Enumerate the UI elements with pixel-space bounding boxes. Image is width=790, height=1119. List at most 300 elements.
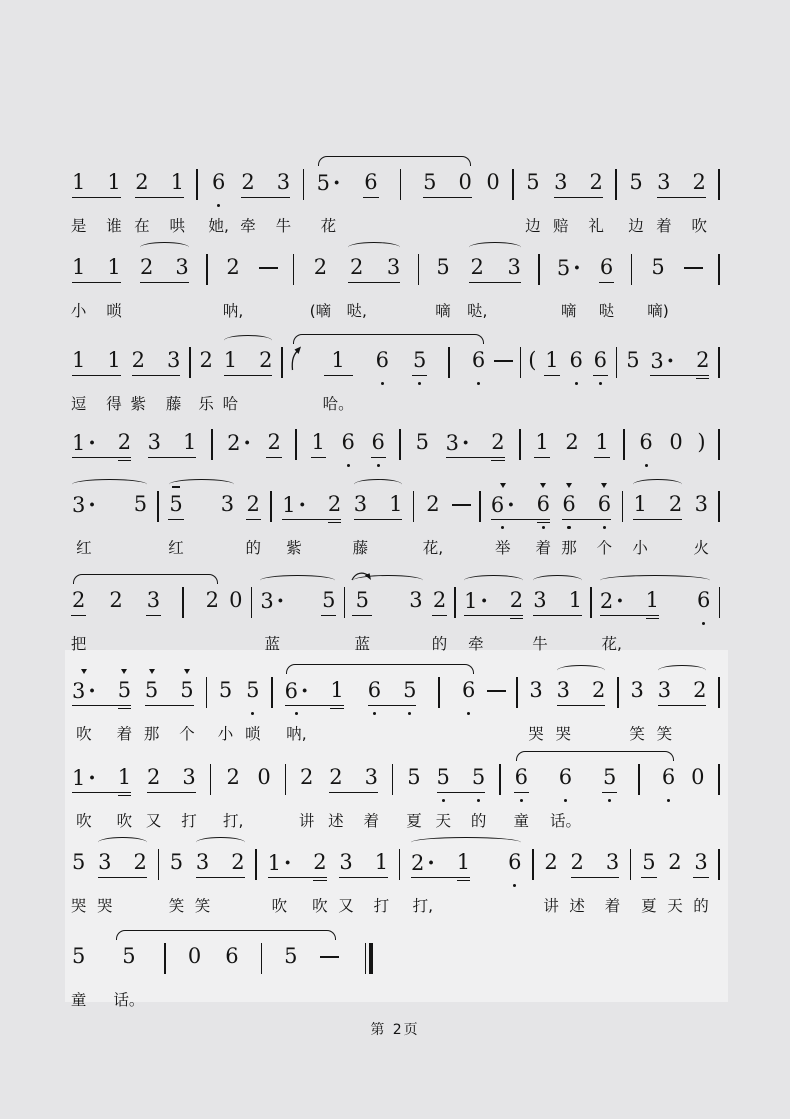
note xyxy=(601,749,618,807)
sixteenth-underline xyxy=(118,708,131,709)
note-digit: 1 xyxy=(117,765,132,789)
final-barline xyxy=(365,943,373,974)
note-digit: 2 xyxy=(589,170,603,194)
underline-area xyxy=(351,614,373,621)
octave-area xyxy=(245,525,262,534)
lyric-syllable: 藤 xyxy=(352,539,369,557)
octave-area xyxy=(387,525,404,534)
lyric-syllable: 牛 xyxy=(532,635,548,653)
octave-area xyxy=(604,883,621,892)
note-digit: 1 · xyxy=(267,850,292,875)
note-annotations xyxy=(566,476,572,492)
eighth-underline xyxy=(693,877,708,878)
note xyxy=(560,476,577,558)
eighth-underline xyxy=(599,282,614,283)
note xyxy=(363,749,380,831)
beam-line xyxy=(658,705,707,706)
octave-area xyxy=(695,621,712,630)
note-digit: 0 xyxy=(257,765,271,789)
note-digit: 3 xyxy=(220,492,235,516)
note-digit: 2 xyxy=(693,678,707,702)
note-digit: 6 xyxy=(367,678,382,702)
octave-area xyxy=(647,288,669,297)
octave-area xyxy=(660,798,677,807)
note-digit: 5 xyxy=(218,678,233,702)
octave-area xyxy=(181,463,198,472)
octave-area xyxy=(225,463,253,472)
lyric-syllable: 讲 xyxy=(543,897,559,915)
music-system-4 xyxy=(70,414,720,472)
lyric-syllable: 边 xyxy=(525,217,541,235)
lyric-syllable: 藤 xyxy=(165,395,182,413)
octave-area xyxy=(340,463,357,472)
octave-area xyxy=(693,525,710,534)
lyric-syllable: 花 xyxy=(320,217,337,235)
barline xyxy=(622,491,624,522)
note-group xyxy=(462,572,525,654)
beam-line xyxy=(571,877,620,878)
accent-mark xyxy=(566,483,572,488)
low-octave-dot xyxy=(295,712,298,715)
augmentation-dot: · xyxy=(616,588,624,613)
low-octave-dot xyxy=(477,799,480,802)
accent-mark xyxy=(149,669,155,674)
note-digit: 5 · xyxy=(556,255,581,280)
note-digit: 6 xyxy=(639,430,653,454)
sixteenth-underline xyxy=(457,880,470,881)
note-group xyxy=(435,749,488,831)
lyric-syllable: 哭 xyxy=(528,725,544,743)
note-digit: 1 xyxy=(568,588,583,612)
note-digit: 2 xyxy=(692,170,706,194)
note-digit: 3 xyxy=(182,765,196,789)
lyric-syllable: 笑 xyxy=(168,897,185,915)
octave-area xyxy=(132,525,149,534)
octave-area xyxy=(667,463,684,472)
note xyxy=(70,476,98,558)
low-octave-dot xyxy=(513,884,516,887)
note-digit: 2 xyxy=(267,430,281,454)
beam-line xyxy=(469,282,521,283)
note-digit: 3 xyxy=(556,678,570,702)
barline xyxy=(206,677,208,708)
note xyxy=(105,154,122,236)
accent-mark xyxy=(601,483,607,488)
octave-area xyxy=(627,203,644,212)
eighth-underline xyxy=(266,457,281,458)
beam-line xyxy=(411,877,470,878)
note-digit: 2 xyxy=(668,850,682,874)
octave-area xyxy=(327,798,344,807)
note xyxy=(217,662,234,744)
note-group xyxy=(146,414,199,472)
note-digit: 0 xyxy=(669,430,683,454)
note xyxy=(70,662,98,744)
note-digit: 6 xyxy=(375,348,389,372)
octave-area xyxy=(533,463,550,472)
octave-area xyxy=(223,288,243,297)
underline-area xyxy=(637,456,654,463)
octave-area xyxy=(601,798,618,807)
note xyxy=(266,834,294,916)
note-group xyxy=(194,834,247,916)
note xyxy=(489,476,517,558)
note-digit: 2 xyxy=(231,850,245,874)
note xyxy=(542,834,559,916)
page-number: 第 2页 xyxy=(370,1022,420,1038)
augmentation-dot: · xyxy=(88,430,96,455)
octave-area xyxy=(405,798,422,807)
slide-up-icon xyxy=(290,345,303,376)
note-digit: 3 xyxy=(147,430,162,454)
note-annotations xyxy=(601,476,607,492)
beam-line xyxy=(145,705,194,706)
note-group xyxy=(352,476,405,558)
eighth-underline xyxy=(514,792,529,793)
note-digit: 2 xyxy=(72,588,86,612)
underline-area xyxy=(592,374,609,381)
note-group xyxy=(133,154,186,236)
augmentation-dot: · xyxy=(88,765,96,790)
note-group xyxy=(130,332,183,414)
sixteenth-underline xyxy=(330,708,343,709)
note xyxy=(689,749,706,807)
note-digit: 1 xyxy=(535,430,549,454)
note-digit: 0 xyxy=(229,588,243,612)
underline-area xyxy=(113,970,144,977)
beam-line xyxy=(268,877,327,878)
lyric-syllable: 那 xyxy=(561,539,577,557)
accent-mark xyxy=(81,669,87,674)
low-octave-dot xyxy=(381,382,384,385)
note xyxy=(283,662,311,744)
lyric-syllable: 吹 xyxy=(312,897,328,915)
sixteenth-underline xyxy=(328,522,341,523)
note xyxy=(229,834,246,892)
note-digit: 2 xyxy=(259,348,273,372)
octave-area xyxy=(470,381,487,390)
note-digit: 5 xyxy=(471,765,486,789)
note xyxy=(435,749,452,831)
tenuto-mark xyxy=(172,486,180,488)
note-digit: 2 xyxy=(199,348,213,372)
underline-area xyxy=(624,374,641,381)
parenthesis: ) xyxy=(697,430,706,454)
lyric-syllable: 蓝 xyxy=(354,635,371,653)
lyric-syllable: 边 xyxy=(628,217,644,235)
underline-area xyxy=(513,791,530,798)
lyric-syllable: 童 xyxy=(70,991,87,1009)
lyric-syllable: 哭 xyxy=(97,897,113,915)
sixteenth-underline xyxy=(537,522,550,523)
note-digit: 5 xyxy=(72,944,86,968)
octave-area xyxy=(107,621,124,630)
octave-area xyxy=(644,621,661,630)
note-digit: 5 xyxy=(246,678,260,702)
lyric-syllable: 又 xyxy=(338,897,354,915)
note-digit: 1 xyxy=(389,492,403,516)
octave-area xyxy=(197,381,214,390)
underline-area xyxy=(217,704,234,711)
lyric-syllable: 又 xyxy=(145,812,162,830)
note xyxy=(552,154,569,236)
barline xyxy=(344,587,346,618)
duration-dash xyxy=(259,267,278,269)
note xyxy=(531,572,548,654)
note-digit: 6 xyxy=(364,170,378,194)
octave-area xyxy=(70,288,87,297)
note xyxy=(178,662,195,744)
note-group xyxy=(560,476,613,558)
octave-area xyxy=(70,203,87,212)
note-digit: 2 xyxy=(668,492,683,516)
note-group xyxy=(266,834,329,916)
augmentation-dot: · xyxy=(298,492,306,517)
octave-area xyxy=(146,463,163,472)
note-digit: 2 xyxy=(329,765,343,789)
music-system-8 xyxy=(70,749,720,831)
note xyxy=(407,572,424,630)
lyric-syllable: 话。 xyxy=(113,991,145,1009)
barline xyxy=(623,429,625,460)
beam-line xyxy=(437,792,486,793)
note-digit: 2 xyxy=(299,765,314,789)
barline xyxy=(718,764,720,795)
underline-area xyxy=(132,518,149,525)
note xyxy=(569,834,586,916)
note-digit: 1 xyxy=(645,588,659,612)
barline xyxy=(538,254,540,285)
note xyxy=(323,332,354,414)
music-system-10 xyxy=(70,928,373,1010)
underline-area xyxy=(227,614,244,621)
note xyxy=(197,332,214,414)
lyric-syllable: 个 xyxy=(179,725,195,743)
note xyxy=(598,572,626,654)
note-annotations xyxy=(184,662,190,678)
note xyxy=(374,332,391,390)
note xyxy=(405,749,422,831)
note-group xyxy=(351,572,424,654)
note-digit: 1 xyxy=(72,348,86,372)
underline-area xyxy=(255,791,272,798)
lyric-syllable: 蓝 xyxy=(264,635,280,653)
sixteenth-underline xyxy=(313,880,326,881)
note-digit: 1 · xyxy=(464,588,488,613)
note-group xyxy=(444,414,507,472)
octave-area xyxy=(444,463,472,472)
note xyxy=(145,749,162,831)
note-group xyxy=(70,749,133,831)
underline-area xyxy=(692,876,709,883)
beam-line xyxy=(285,705,344,706)
note-digit: 5 xyxy=(602,765,617,789)
lyric-syllable: 唢 xyxy=(244,725,261,743)
note-digit: 2 xyxy=(205,588,219,612)
low-octave-dot xyxy=(608,799,611,802)
low-octave-dot xyxy=(418,382,421,385)
music-system-9 xyxy=(70,834,720,916)
note-digit: 3 xyxy=(694,492,708,516)
music-system-6 xyxy=(70,572,720,654)
octave-area xyxy=(666,883,683,892)
octave-area xyxy=(637,463,654,472)
lyric-syllable: 她, xyxy=(208,217,229,235)
underline-area xyxy=(407,614,424,621)
barline xyxy=(392,764,394,795)
octave-area xyxy=(310,463,327,472)
underline-area xyxy=(629,704,646,711)
note xyxy=(513,749,530,831)
low-octave-dot xyxy=(542,526,545,529)
octave-area xyxy=(385,288,402,297)
low-octave-dot xyxy=(667,799,670,802)
note-group xyxy=(337,834,390,916)
note xyxy=(550,749,581,831)
note-digit: 6 xyxy=(514,765,528,789)
lyric-syllable: 嘀 xyxy=(435,302,451,320)
octave-area xyxy=(527,711,544,720)
octave-area xyxy=(255,798,272,807)
octave-area xyxy=(694,381,711,390)
note-group xyxy=(113,928,338,1010)
beam-line xyxy=(147,792,196,793)
octave-area xyxy=(366,711,383,720)
note xyxy=(227,572,244,630)
beam-line xyxy=(557,705,606,706)
eighth-underline xyxy=(352,615,372,616)
lyric-syllable: 礼 xyxy=(588,217,604,235)
octave-area xyxy=(194,883,211,892)
octave-area xyxy=(168,883,185,892)
octave-area xyxy=(555,288,583,297)
note-digit: 3 xyxy=(386,255,401,279)
underline-area xyxy=(660,791,677,798)
octave-area xyxy=(590,711,607,720)
underline-area xyxy=(298,791,315,798)
octave-area xyxy=(543,381,560,390)
barline xyxy=(189,347,191,378)
note xyxy=(590,662,607,720)
underline-area xyxy=(245,518,262,525)
note xyxy=(489,414,506,472)
octave-area xyxy=(131,883,148,892)
octave-area xyxy=(640,883,657,892)
octave-area xyxy=(116,798,133,807)
octave-area xyxy=(96,883,113,892)
octave-area xyxy=(552,203,569,212)
underline-area xyxy=(323,374,354,381)
octave-area xyxy=(328,711,345,720)
lyric-syllable: 述 xyxy=(569,897,585,915)
note xyxy=(298,749,315,831)
barline xyxy=(196,169,198,200)
note-digit: 2 · xyxy=(411,850,435,875)
octave-area xyxy=(598,621,626,630)
note-digit: 2 xyxy=(135,170,149,194)
duration-dash xyxy=(487,690,506,692)
underline-area xyxy=(70,876,87,883)
note-digit: 6 xyxy=(471,348,486,372)
note xyxy=(533,414,550,472)
note xyxy=(70,749,98,831)
low-octave-dot xyxy=(217,204,220,207)
octave-area xyxy=(70,525,98,534)
underline-area xyxy=(693,518,710,525)
note-group xyxy=(552,154,605,236)
octave-area xyxy=(489,463,506,472)
barline xyxy=(270,491,272,522)
octave-area xyxy=(223,977,240,986)
augmentation-dot: · xyxy=(283,850,292,875)
barline xyxy=(631,254,633,285)
octave-area xyxy=(133,203,150,212)
barline xyxy=(590,587,592,618)
thick-bar xyxy=(369,943,373,974)
beam-line xyxy=(140,282,189,283)
note xyxy=(239,154,256,236)
octave-area xyxy=(352,525,369,534)
barline xyxy=(164,943,166,974)
lyric-syllable: 牵 xyxy=(468,635,484,653)
low-octave-dot xyxy=(347,464,350,467)
underline-area xyxy=(258,614,286,621)
octave-area xyxy=(70,381,87,390)
note xyxy=(593,414,610,472)
note-digit: 5 xyxy=(169,850,184,874)
note xyxy=(107,572,124,630)
note xyxy=(691,154,708,236)
octave-area xyxy=(258,621,286,630)
underline-area xyxy=(689,791,706,798)
barline xyxy=(718,677,720,708)
underline-area xyxy=(225,456,253,463)
lyric-syllable: 小 xyxy=(632,539,648,557)
note-digit: 5 xyxy=(133,492,148,516)
note-digit: 3 xyxy=(195,850,210,874)
note-digit: 6 xyxy=(593,348,608,372)
note xyxy=(180,749,197,831)
octave-area xyxy=(691,203,708,212)
slide-down-icon xyxy=(351,568,373,587)
note-digit: 5 · xyxy=(316,170,341,195)
octave-area xyxy=(326,525,343,534)
note-digit: 1 xyxy=(107,170,121,194)
note-digit: 2 xyxy=(109,588,123,612)
lyric-syllable: 牛 xyxy=(275,217,292,235)
note xyxy=(457,154,474,212)
barline xyxy=(281,347,283,378)
beam-line xyxy=(72,282,121,283)
octave-area xyxy=(648,381,676,390)
octave-area xyxy=(145,798,162,807)
eighth-underline xyxy=(246,519,261,520)
note xyxy=(258,572,286,654)
octave-area xyxy=(105,381,122,390)
octave-area xyxy=(310,288,332,297)
note-digit: 1 xyxy=(545,348,559,372)
note-digit: 2 xyxy=(696,348,710,372)
underline-area xyxy=(423,518,443,525)
lyric-syllable: 的 xyxy=(245,539,261,557)
underline-area xyxy=(223,791,243,798)
low-octave-dot xyxy=(575,382,578,385)
note xyxy=(105,332,122,414)
note-digit: 6 xyxy=(599,255,614,279)
note-digit: 3 xyxy=(533,588,547,612)
accent-mark xyxy=(500,483,506,488)
sixteenth-underline xyxy=(118,460,131,461)
